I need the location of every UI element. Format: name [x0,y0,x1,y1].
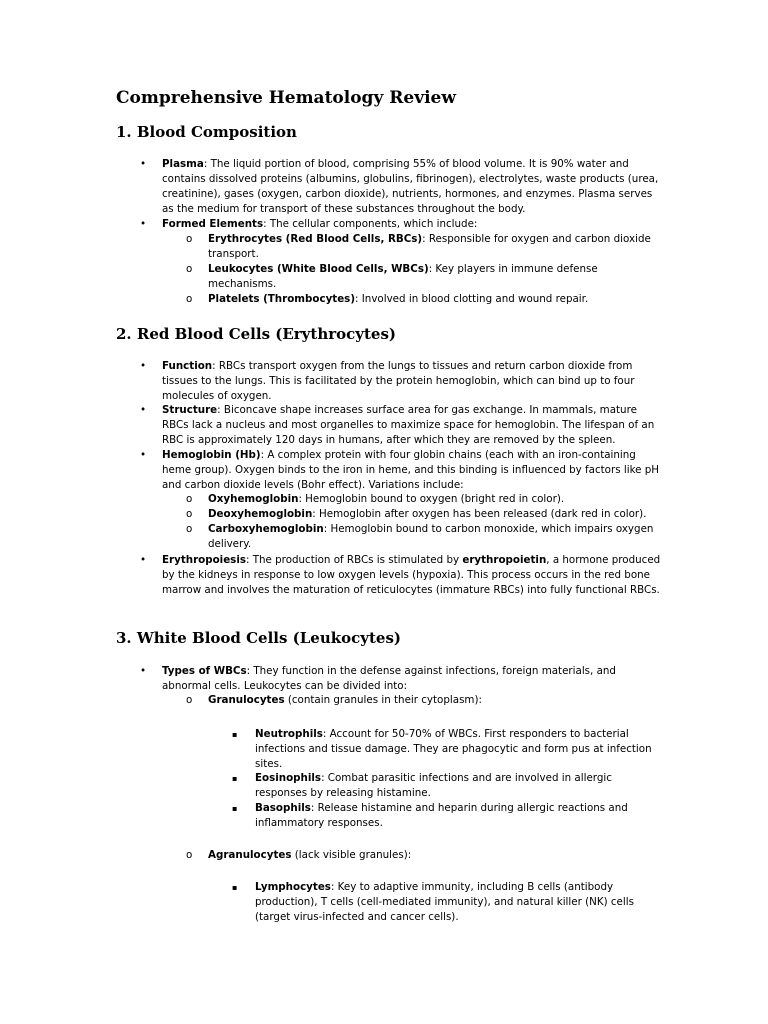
list-item-basophils [255,801,655,831]
bullet-circle: o [186,508,193,520]
term-plasma: Plasma [162,158,204,170]
list-item-deoxyhemoglobin [208,507,658,522]
list-item-hemoglobin [162,448,662,493]
text-formed-elements: : The cellular components, which include: [263,218,478,230]
list-item-erythropoiesis [162,553,662,598]
term-erythropoiesis: Erythropoiesis [162,554,246,566]
bullet-circle: o [186,523,193,535]
term-granulocytes: Granulocytes [208,694,285,706]
list-item-platelets [208,292,658,307]
list-item-neutrophils [255,727,655,772]
text-types-of-wbcs: : They function in the defense against infections, foreign materials, and abnormal cells. Leukocytes can be divided into: [162,665,616,692]
bullet-disc: • [140,158,147,170]
text-carboxyhemoglobin: : Hemoglobin bound to carbon monoxide, which impairs oxygen delivery. [208,523,654,550]
bullet-circle: o [186,694,193,706]
term-function: Function [162,360,213,372]
term-hemoglobin: Hemoglobin (Hb) [162,449,261,461]
term-lymphocytes: Lymphocytes [255,881,331,893]
bullet-square: ▪ [232,774,238,783]
bullet-disc: • [140,449,147,461]
text-plasma: : The liquid portion of blood, comprising 55% of blood volume. It is 90% water and contains dissolved proteins (albumins, globulins, fibrinogen), electrolytes, waste products (urea, creatinine), gases (oxygen, carbon dioxide), nutrients, hormones, and enzymes. Plasma serves as the medium for transport of these substances throughout the body. [162,158,659,215]
text-eosinophils: : Combat parasitic infections and are involved in allergic responses by releasing histamine. [255,772,612,799]
bullet-disc: • [140,218,147,230]
term-oxyhemoglobin: Oxyhemoglobin [208,493,299,505]
text-oxyhemoglobin: : Hemoglobin bound to oxygen (bright red in color). [298,493,565,505]
bullet-circle: o [186,233,193,245]
list-item-eosinophils [255,771,655,801]
list-item-types-of-wbcs [162,664,662,694]
bullet-square: ▪ [232,883,238,892]
text-erythropoiesis-2: , a hormone produced by the kidneys in response to low oxygen levels (hypoxia). This process occurs in the red bone marrow and involves the maturation of reticulocytes (immature RBCs) into fully functional RBCs. [162,554,661,596]
bullet-circle: o [186,849,193,861]
list-item-plasma [162,157,662,217]
list-item-oxyhemoglobin [208,492,658,507]
section-heading-blood-composition: 1. Blood Composition [116,123,297,141]
text-granulocytes: (contain granules in their cytoplasm): [284,694,482,706]
text-erythrocytes: : Responsible for oxygen and carbon dioxide transport. [208,233,651,260]
bullet-square: ▪ [232,730,238,739]
term-erythrocytes: Erythrocytes (Red Blood Cells, RBCs) [208,233,423,245]
bullet-disc: • [140,665,147,677]
term-formed-elements: Formed Elements [162,218,264,230]
text-neutrophils: : Account for 50-70% of WBCs. First responders to bacterial infections and tissue damage. They are phagocytic and form pus at infection sites. [255,728,652,770]
term-neutrophils: Neutrophils [255,728,323,740]
text-platelets: : Involved in blood clotting and wound repair. [355,293,589,305]
bullet-circle: o [186,263,193,275]
text-structure: : Biconcave shape increases surface area for gas exchange. In mammals, mature RBCs lack a nucleus and most organelles to maximize space for hemoglobin. The lifespan of an RBC is approximately 120 days in humans, after which they are removed by the spleen. [162,404,655,446]
term-carboxyhemoglobin: Carboxyhemoglobin [208,523,324,535]
term-erythropoietin: erythropoietin [462,554,547,566]
list-item-granulocytes [208,693,658,708]
text-erythropoiesis-1: : The production of RBCs is stimulated by [245,554,463,566]
text-deoxyhemoglobin: : Hemoglobin after oxygen has been released (dark red in color). [312,508,647,520]
term-eosinophils: Eosinophils [255,772,322,784]
list-item-erythrocytes [208,232,658,262]
list-item-structure [162,403,662,448]
bullet-disc: • [140,554,147,566]
bullet-square: ▪ [232,804,238,813]
list-item-agranulocytes [208,848,658,863]
text-hemoglobin: : A complex protein with four globin chains (each with an iron-containing heme group). Oxygen binds to the iron in heme, and this binding is influenced by factors like pH and carbon dioxide levels (Bohr effect). Variations include: [162,449,660,491]
term-structure: Structure [162,404,218,416]
list-item-carboxyhemoglobin [208,522,658,552]
bullet-disc: • [140,360,147,372]
list-item-function [162,359,662,404]
term-platelets: Platelets (Thrombocytes) [208,293,356,305]
text-basophils: : Release histamine and heparin during allergic reactions and inflammatory responses. [255,802,628,829]
document-title: Comprehensive Hematology Review [116,88,456,108]
text-agranulocytes: (lack visible granules): [291,849,412,861]
section-heading-white-blood-cells: 3. White Blood Cells (Leukocytes) [116,629,402,647]
text-lymphocytes: : Key to adaptive immunity, including B cells (antibody production), T cells (cell-mediated immunity), and natural killer (NK) cells (target virus-infected and cancer cells). [255,881,634,923]
text-leukocytes: : Key players in immune defense mechanisms. [208,263,598,290]
term-agranulocytes: Agranulocytes [208,849,292,861]
bullet-circle: o [186,493,193,505]
term-basophils: Basophils [255,802,311,814]
term-deoxyhemoglobin: Deoxyhemoglobin [208,508,313,520]
bullet-circle: o [186,293,193,305]
term-types-of-wbcs: Types of WBCs [162,665,247,677]
list-item-lymphocytes [255,880,655,925]
term-leukocytes: Leukocytes (White Blood Cells, WBCs) [208,263,429,275]
list-item-leukocytes [208,262,658,292]
section-heading-red-blood-cells: 2. Red Blood Cells (Erythrocytes) [116,325,396,343]
text-function: : RBCs transport oxygen from the lungs to tissues and return carbon dioxide from tissues to the lungs. This is facilitated by the protein hemoglobin, which can bind up to four molecules of oxygen. [162,360,635,402]
bullet-disc: • [140,404,147,416]
list-item-formed-elements [162,217,662,232]
